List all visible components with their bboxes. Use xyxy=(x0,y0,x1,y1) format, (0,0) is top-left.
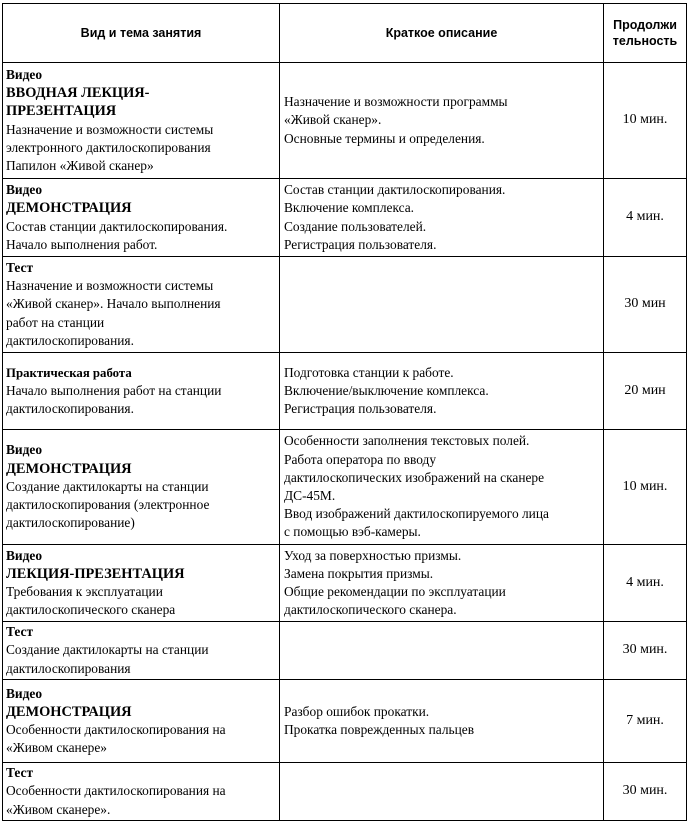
header-topic: Вид и тема занятия xyxy=(3,4,280,63)
table-row xyxy=(3,622,687,680)
lesson-type: Видео xyxy=(6,182,43,198)
description-cell xyxy=(280,763,604,821)
description-text: с помощью вэб-камеры. xyxy=(284,524,421,540)
lesson-title: ДЕМОНСТРАЦИЯ xyxy=(6,460,132,477)
lesson-title: ЛЕКЦИЯ-ПРЕЗЕНТАЦИЯ xyxy=(6,565,185,582)
lesson-title: ВВОДНАЯ ЛЕКЦИЯ- xyxy=(6,85,150,102)
duration-cell: 10 мин. xyxy=(604,430,687,545)
topic-text: Состав станции дактилоскопирования. xyxy=(6,218,228,234)
lesson-title: ПРЕЗЕНТАЦИЯ xyxy=(6,103,117,120)
description-text: Подготовка станции к работе. xyxy=(284,364,454,380)
table-body xyxy=(3,63,687,821)
description-cell xyxy=(280,63,604,179)
table-row xyxy=(3,257,687,353)
description-text: Создание пользователей. xyxy=(284,218,427,234)
topic-text: Создание дактилокарты на станции xyxy=(6,642,209,658)
topic-text: работ на станции xyxy=(6,314,105,330)
topic-cell xyxy=(3,179,280,257)
topic-text: Особенности дактилоскопирования на xyxy=(6,722,226,737)
description-text: Основные термины и определения. xyxy=(284,130,485,146)
description-text: Замена покрытия призмы. xyxy=(284,565,434,581)
description-cell xyxy=(280,680,604,763)
table-row xyxy=(3,179,687,257)
lesson-title: ДЕМОНСТРАЦИЯ xyxy=(6,703,132,720)
duration-cell: 20 мин xyxy=(604,353,687,430)
table-row xyxy=(3,680,687,763)
description-text: Включение комплекса. xyxy=(284,200,415,216)
topic-cell xyxy=(3,763,280,821)
description-text: Прокатка поврежденных пальцев xyxy=(284,722,475,737)
description-text: Состав станции дактилоскопирования. xyxy=(284,182,506,198)
lesson-type: Тест xyxy=(6,765,34,781)
description-text: Разбор ошибок прокатки. xyxy=(284,703,430,719)
topic-text: Начало выполнения работ на станции xyxy=(6,382,222,398)
lesson-type: Видео xyxy=(6,66,43,82)
description-text: Включение/выключение комплекса. xyxy=(284,382,489,398)
topic-text: Назначение и возможности системы xyxy=(6,278,214,294)
topic-text: дактилоскопирования. xyxy=(6,401,134,417)
topic-text: дактилоскопирования xyxy=(6,660,131,676)
topic-cell xyxy=(3,353,280,430)
table-row xyxy=(3,63,687,179)
topic-cell xyxy=(3,680,280,763)
topic-text: дактилоскопирования (электронное xyxy=(6,497,210,513)
topic-text: Начало выполнения работ. xyxy=(6,236,158,252)
header-row xyxy=(3,4,687,63)
topic-text: «Живом сканере» xyxy=(6,740,107,756)
topic-text: «Живом сканере». xyxy=(6,801,111,817)
description-cell xyxy=(280,257,604,353)
duration-cell: 4 мин. xyxy=(604,545,687,622)
description-cell xyxy=(280,179,604,257)
description-text: дактилоскопических изображений на сканере xyxy=(284,469,545,485)
topic-cell xyxy=(3,545,280,622)
table-row xyxy=(3,353,687,430)
topic-text: дактилоскопирования. xyxy=(6,332,134,348)
schedule-table xyxy=(2,3,687,821)
duration-cell: 10 мин. xyxy=(604,63,687,179)
description-cell xyxy=(280,545,604,622)
description-cell xyxy=(280,622,604,680)
table-row xyxy=(3,763,687,821)
description-text: Уход за поверхностью призмы. xyxy=(284,547,462,563)
topic-text: Создание дактилокарты на станции xyxy=(6,478,209,494)
topic-text: электронного дактилоскопирования xyxy=(6,139,211,155)
lesson-type: Тест xyxy=(6,624,34,640)
description-text: ДС-45М. xyxy=(284,488,336,503)
header-duration: Продолжи тельность xyxy=(604,4,687,63)
topic-text: Папилон «Живой сканер» xyxy=(6,157,154,173)
duration-cell: 30 мин. xyxy=(604,763,687,821)
topic-cell xyxy=(3,257,280,353)
lesson-type: Видео xyxy=(6,442,43,458)
topic-text: Назначение и возможности системы xyxy=(6,121,214,137)
description-text: «Живой сканер». xyxy=(284,112,382,128)
description-text: Назначение и возможности программы xyxy=(284,94,508,110)
duration-cell: 4 мин. xyxy=(604,179,687,257)
table-row xyxy=(3,545,687,622)
description-text: Особенности заполнения текстовых полей. xyxy=(284,433,530,449)
topic-cell xyxy=(3,430,280,545)
lesson-type: Видео xyxy=(6,547,43,563)
topic-cell xyxy=(3,622,280,680)
table-row xyxy=(3,430,687,545)
duration-cell: 7 мин. xyxy=(604,680,687,763)
topic-text: «Живой сканер». Начало выполнения xyxy=(6,296,221,312)
topic-text: дактилоскопирование) xyxy=(6,515,135,531)
duration-cell: 30 мин. xyxy=(604,622,687,680)
description-text: Регистрация пользователя. xyxy=(284,401,437,417)
duration-cell: 30 мин xyxy=(604,257,687,353)
topic-text: Особенности дактилоскопирования на xyxy=(6,783,226,799)
description-text: Регистрация пользователя. xyxy=(284,236,437,252)
description-text: дактилоскопического сканера. xyxy=(284,602,457,618)
lesson-type: Практическая работа xyxy=(6,365,132,380)
topic-text: дактилоскопического сканера xyxy=(6,602,176,618)
lesson-type: Видео xyxy=(6,685,43,701)
header-description: Краткое описание xyxy=(280,4,604,63)
description-cell xyxy=(280,353,604,430)
lesson-type: Тест xyxy=(6,259,34,275)
description-text: Работа оператора по вводу xyxy=(284,451,437,467)
description-cell xyxy=(280,430,604,545)
lesson-title: ДЕМОНСТРАЦИЯ xyxy=(6,200,132,217)
topic-cell xyxy=(3,63,280,179)
description-text: Ввод изображений дактилоскопируемого лица xyxy=(284,506,549,522)
description-text: Общие рекомендации по эксплуатации xyxy=(284,584,506,599)
topic-text: Требования к эксплуатации xyxy=(6,584,163,599)
